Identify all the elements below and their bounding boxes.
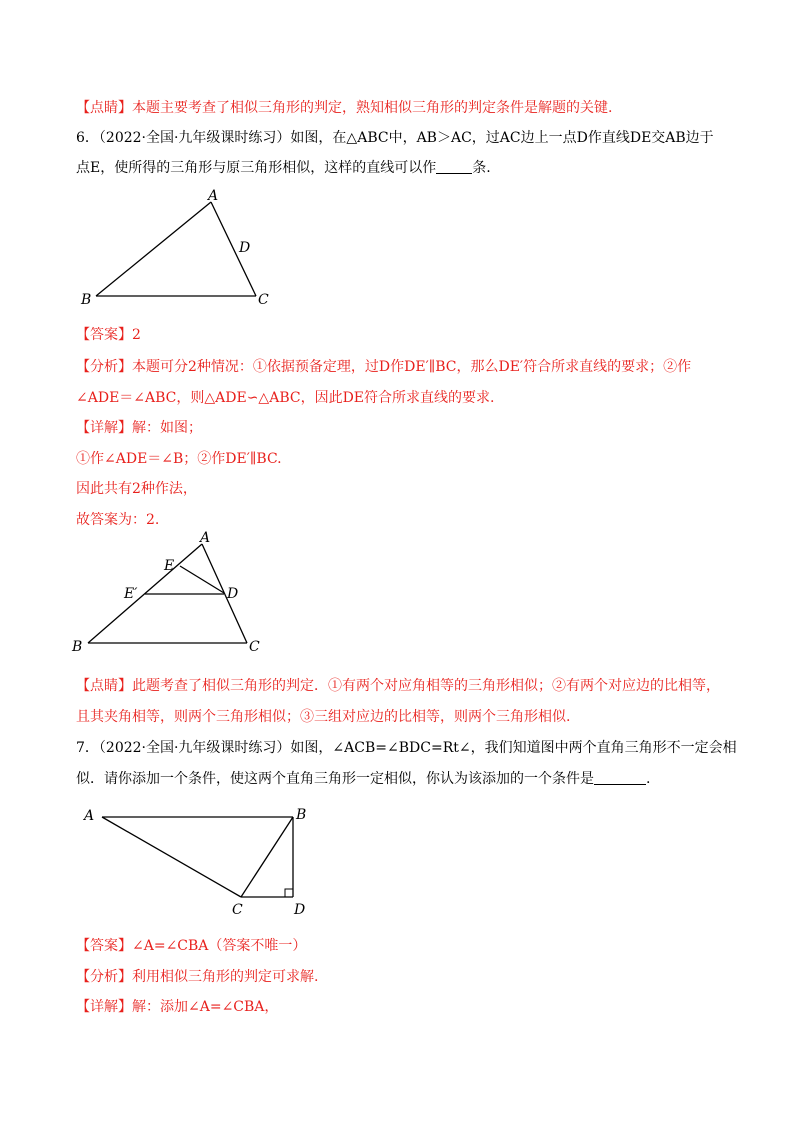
q7-fig-label-a: A — [84, 808, 95, 824]
q7-fig-side-bc — [241, 817, 293, 897]
q7-fig-side-ac — [102, 817, 241, 897]
q6-fig1-label-d: D — [239, 240, 251, 256]
q5-comment: 【点睛】本题主要考查了相似三角形的判定，熟知相似三角形的判定条件是解题的关键. — [76, 100, 613, 116]
q6-comment-line2: 且其夹角相等，则两个三角形相似；③三组对应边的比相等，则两个三角形相似. — [76, 709, 571, 725]
q6-fig1-side-ab — [96, 202, 211, 296]
q7-fig-label-c: C — [232, 902, 243, 918]
q6-detail-line2: ①作∠ADE＝∠B；②作DE′∥BC. — [76, 451, 282, 467]
q6-comment-line1: 【点睛】此题考查了相似三角形的判定．①有两个对应角相等的三角形相似；②有两个对应边的比相等， — [76, 678, 720, 694]
q6-fig2-label-b: B — [72, 639, 83, 655]
q7-figure-right-triangles — [80, 800, 320, 920]
q6-fig1-label-a: A — [208, 188, 219, 204]
q6-fig1-label-b: B — [81, 292, 92, 308]
q6-answer-blank — [436, 159, 472, 174]
q6-fig2-line-ed — [180, 566, 224, 593]
q6-detail-line3: 因此共有2种作法， — [76, 481, 197, 497]
q6-stem-line2-end: 条. — [472, 160, 491, 176]
q6-stem-line2-text: 点E，使所得的三角形与原三角形相似，这样的直线可以作 — [76, 160, 437, 176]
q7-answer: 【答案】∠A=∠CBA（答案不唯一） — [76, 938, 307, 954]
q7-detail: 【详解】解：添加∠A=∠CBA， — [76, 999, 279, 1015]
q7-analysis: 【分析】利用相似三角形的判定可求解. — [76, 969, 319, 985]
q6-detail-line4: 故答案为：2. — [76, 512, 160, 528]
q6-fig2-label-c: C — [249, 639, 260, 655]
q6-answer: 【答案】2 — [76, 327, 141, 343]
q7-stem-line1: 7．（2022·全国·九年级课时练习）如图，∠ACB=∠BDC=Rt∠，我们知道图中两个直角三角形不一定会相 — [76, 740, 737, 756]
q6-detail-line1: 【详解】解：如图； — [76, 420, 202, 436]
q7-fig-label-b: B — [296, 807, 307, 823]
q6-analysis-line1: 【分析】本题可分2种情况：①依据预备定理，过D作DE′∥BC，那么DE′符合所求直线的要求；②作 — [76, 359, 692, 375]
q7-fig-right-angle-mark — [285, 889, 293, 897]
q7-stem-line2-text: 似．请你添加一个条件，使这两个直角三角形一定相似，你认为该添加的一个条件是 — [76, 771, 594, 787]
q6-fig2-label-e: E — [164, 558, 175, 574]
q6-stem-line2 — [76, 158, 491, 178]
q6-fig2-label-d: D — [227, 586, 239, 602]
q6-figure-construction — [66, 530, 276, 658]
q6-fig2-label-a: A — [200, 530, 211, 546]
q6-figure-triangle — [70, 185, 290, 310]
q6-fig2-label-e-prime: E′ — [124, 586, 138, 602]
q6-analysis-line2: ∠ADE＝∠ABC，则△ADE∽△ABC，因此DE符合所求直线的要求. — [76, 390, 495, 406]
q7-stem-line2 — [76, 769, 650, 789]
q7-answer-blank — [594, 770, 646, 785]
q7-stem-line2-end: . — [646, 771, 651, 787]
q6-stem-line1: 6．（2022·全国·九年级课时练习）如图，在△ABC中，AB＞AC，过AC边上一点D作直线DE交AB边于 — [76, 130, 714, 146]
q7-fig-label-d: D — [294, 902, 306, 918]
q6-fig1-label-c: C — [258, 292, 269, 308]
